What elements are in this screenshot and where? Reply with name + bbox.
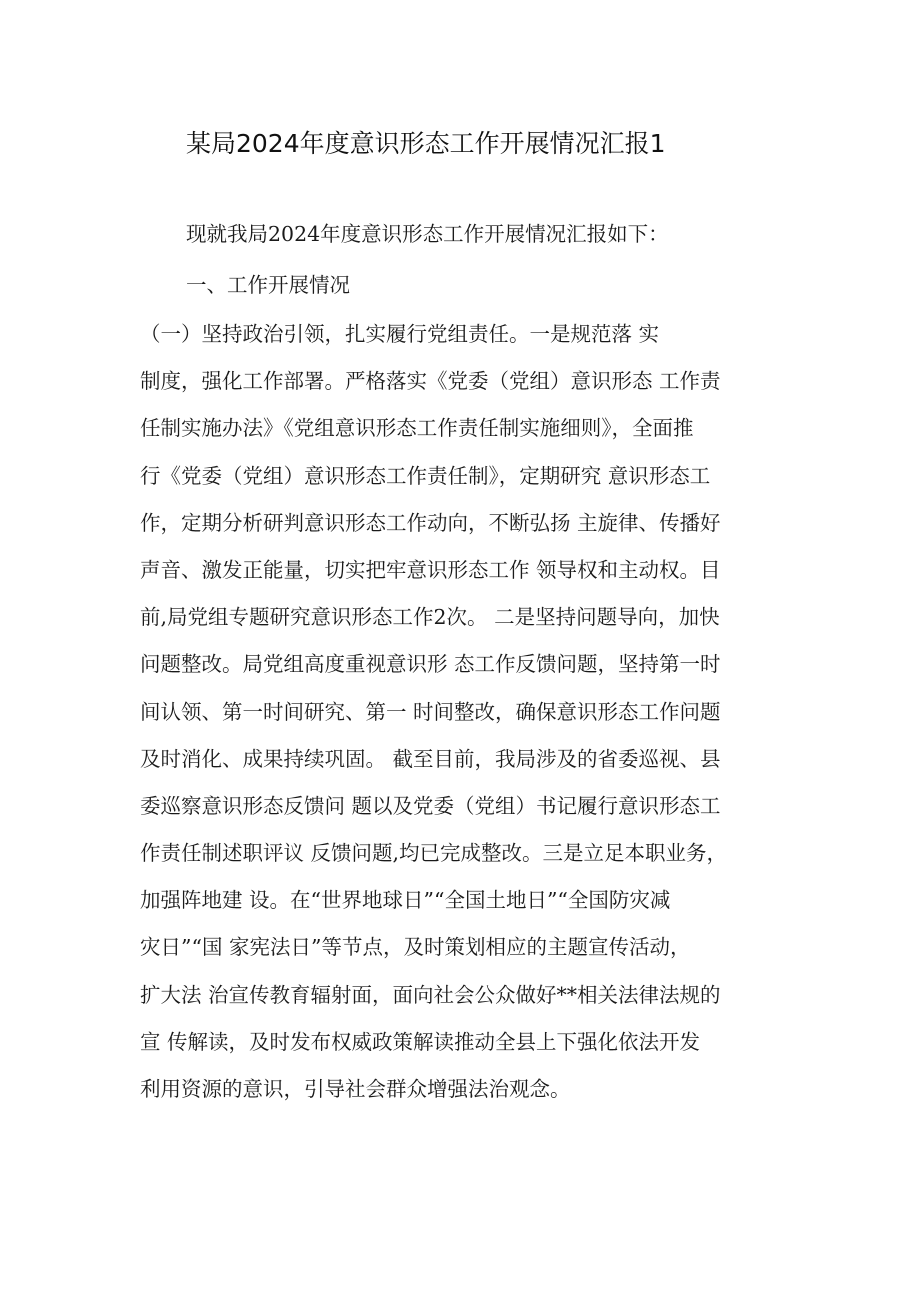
paragraph-line: 加强阵地建 设。在“世界地球日”“全国土地日”“全国防灾减 <box>140 888 671 913</box>
paragraph-line: 制度，强化工作部署。严格落实《党委（党组）意识形态 工作责 <box>140 369 721 394</box>
paragraph-line: 行《党委（党组）意识形态工作责任制》，定期研究 意识形态工 <box>140 463 711 488</box>
document-title: 某局2024年度意识形态工作开展情况汇报1 <box>186 129 666 158</box>
paragraph-line: 及时消化、成果持续巩固。 截至目前，我局涉及的省委巡视、县 <box>140 746 721 771</box>
paragraph-line: 问题整改。局党组高度重视意识形 态工作反馈问题，坚持第一时 <box>140 652 721 677</box>
paragraph-line: 前,局党组专题研究意识形态工作2次。 二是坚持问题导向，加快 <box>140 605 720 630</box>
paragraph-line: 宣 传解读，及时发布权威政策解读推动全县上下强化依法开发 <box>140 1029 701 1054</box>
paragraph-line: 委巡察意识形态反馈问 题以及党委（党组）书记履行意识形态工 <box>140 793 721 818</box>
paragraph-line: 灾日”“国 家宪法日”等节点，及时策划相应的主题宣传活动， <box>140 935 691 960</box>
paragraph-line: 作，定期分析研判意识形态工作动向，不断弘扬 主旋律、传播好 <box>140 510 721 535</box>
paragraph-line: 间认领、第一时间研究、第一 时间整改，确保意识形态工作问题 <box>140 699 721 724</box>
section-heading: 一、工作开展情况 <box>186 273 350 297</box>
paragraph-line: 利用资源的意识，引导社会群众增强法治观念。 <box>140 1077 571 1101</box>
paragraph-line: （一）坚持政治引领，扎实履行党组责任。一是规范落 实 <box>140 322 660 346</box>
paragraph-line: 任制实施办法》《党组意识形态工作责任制实施细则》，全面推 <box>140 416 694 441</box>
paragraph-line: 扩大法 治宣传教育辐射面，面向社会公众做好**相关法律法规的 <box>140 982 721 1007</box>
intro-paragraph: 现就我局2024年度意识形态工作开展情况汇报如下： <box>186 222 669 246</box>
body-paragraph <box>140 320 800 1122</box>
paragraph-line: 声音、激发正能量，切实把牢意识形态工作 领导权和主动权。目 <box>140 557 721 582</box>
paragraph-line: 作责任制述职评议 反馈问题,均已完成整改。三是立足本职业务， <box>140 841 728 866</box>
